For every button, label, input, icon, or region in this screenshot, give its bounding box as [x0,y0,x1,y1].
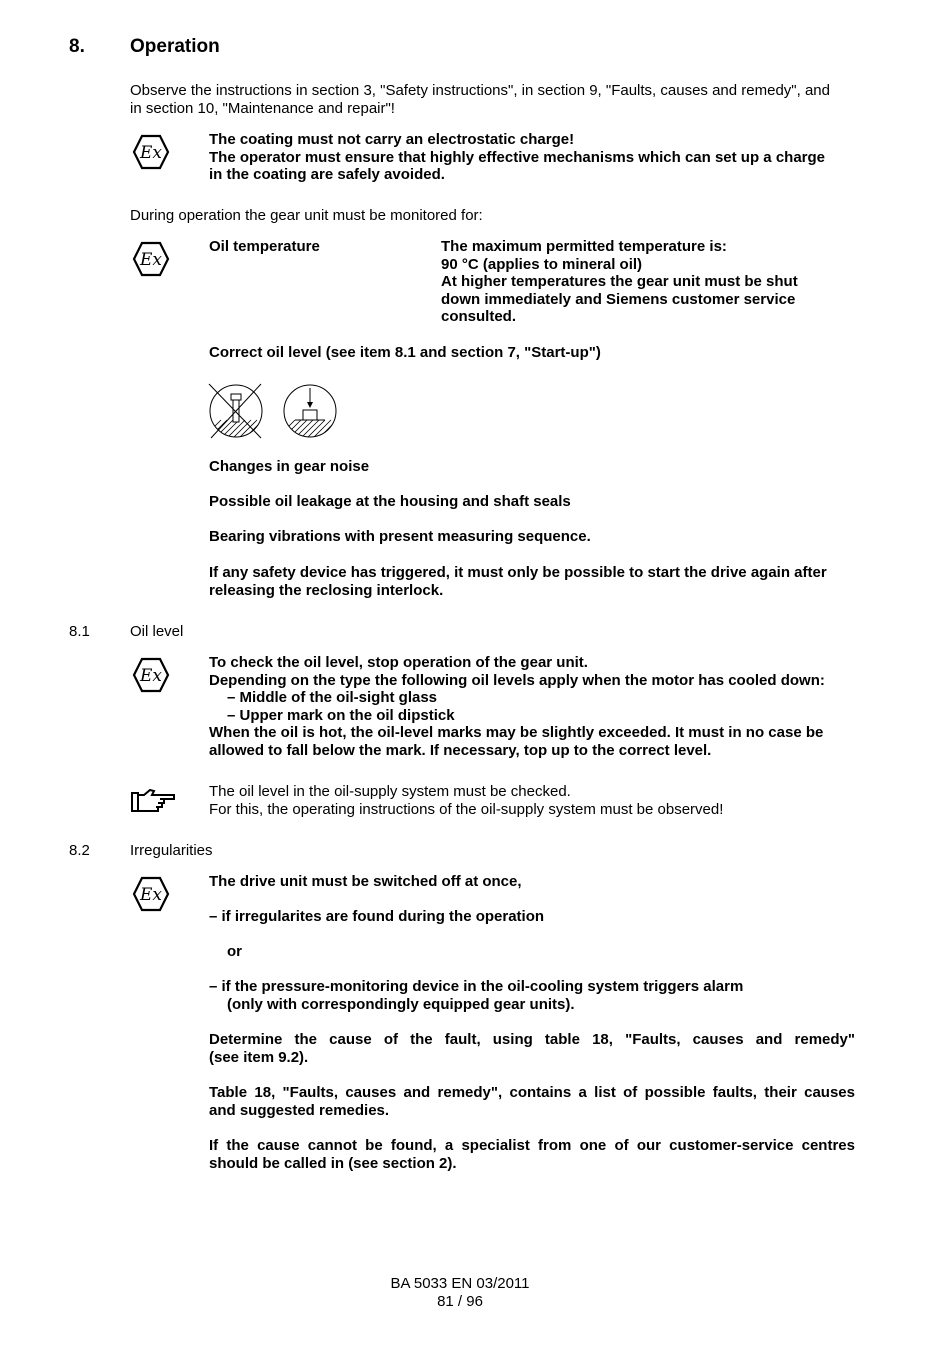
or-text: or [227,943,242,960]
text-line: should be called in (see section 2). [209,1154,457,1172]
subsection-title: Oil level [130,623,184,640]
text-line: down immediately and Siemens customer service [441,290,796,308]
warning-line: in the coating are safely avoided. [209,166,445,184]
text-line: (see item 9.2). [209,1048,309,1066]
text-line: 90 °C (applies to mineral oil) [441,255,643,273]
section-title: Operation [130,36,220,57]
specialist-paragraph [209,1137,855,1172]
text-line: – if the pressure-monitoring device in the oil-cooling system triggers alarm [209,978,744,995]
switch-off-text: The drive unit must be switched off at once, [209,873,522,890]
oil-leakage-item: Possible oil leakage at the housing and shaft seals [209,493,571,510]
subsection-number: 8.1 [69,623,90,640]
ex-explosion-protection-icon [132,134,170,170]
oil-level-item: Correct oil level (see item 8.1 and section 7, "Start-up") [209,344,601,361]
svg-text:Ex: Ex [140,885,162,905]
oil-supply-note [209,783,859,818]
monitor-intro: During operation the gear unit must be monitored for: [130,207,483,224]
determine-cause-paragraph [209,1031,855,1066]
warning-line: The operator must ensure that highly effective mechanisms which can set up a charge [209,148,826,166]
text-line: If the cause cannot be found, a specialist from one of our customer-service centres [209,1137,855,1154]
text-line: releasing the reclosing interlock. [209,581,444,599]
pointing-hand-note-icon [130,787,178,815]
text-line: When the oil is hot, the oil-level marks may be slightly exceeded. It must in no case be [209,724,824,742]
page-number: 81 / 96 [437,1293,483,1310]
text-line: If any safety device has triggered, it must only be possible to start the drive again after [209,564,827,581]
text-line: allowed to fall below the mark. If necessary, top up to the correct level. [209,741,712,759]
bullet-irregularities: – if irregularites are found during the operation [209,908,545,925]
dipstick-not-allowed-icon [207,380,265,440]
text-line: To check the oil level, stop operation of the gear unit. [209,654,588,671]
oil-temperature-text [441,238,861,326]
safety-device-item [209,564,855,599]
oil-sight-glass-icon [281,380,339,440]
subsection-number: 8.2 [69,842,90,859]
text-line: For this, the operating instructions of the oil-supply system must be observed! [209,800,724,818]
svg-text:Ex: Ex [140,250,162,270]
intro-line: Observe the instructions in section 3, "Safety instructions", in section 9, "Faults, causes and remedy", and [130,82,830,99]
list-item: – Middle of the oil-sight glass [227,689,438,707]
svg-text:Ex: Ex [140,143,162,163]
ex-explosion-protection-icon [132,241,170,277]
list-item: – Upper mark on the oil dipstick [227,706,455,724]
text-line: Depending on the type the following oil levels apply when the motor has cooled down: [209,671,825,689]
ex-explosion-protection-icon [132,876,170,912]
ex-explosion-protection-icon [132,657,170,693]
oil-temperature-label: Oil temperature [209,238,320,255]
text-line: consulted. [441,308,517,326]
text-line: The oil level in the oil-supply system must be checked. [209,783,571,800]
text-line: Table 18, "Faults, causes and remedy", contains a list of possible faults, their causes [209,1084,855,1101]
intro-line: in section 10, "Maintenance and repair"! [130,99,395,117]
text-line: (only with correspondingly equipped gear units). [227,995,575,1013]
svg-text:Ex: Ex [140,666,162,686]
oil-level-warning [209,654,855,760]
text-line: Determine the cause of the fault, using table 18, "Faults, causes and remedy" [209,1031,855,1048]
section-number: 8. [69,36,85,57]
text-line: The maximum permitted temperature is: [441,238,727,255]
intro-paragraph [130,82,860,117]
bearing-vibrations-item: Bearing vibrations with present measuring sequence. [209,528,591,545]
warning-line: The coating must not carry an electrostatic charge! [209,131,575,148]
bullet-pressure-alarm [209,978,855,1013]
table-18-paragraph [209,1084,855,1119]
subsection-title: Irregularities [130,842,213,859]
text-line: At higher temperatures the gear unit must be shut [441,273,798,291]
gear-noise-item: Changes in gear noise [209,458,370,475]
text-line: and suggested remedies. [209,1101,390,1119]
document-reference: BA 5033 EN 03/2011 [390,1275,530,1292]
coating-warning [209,131,855,184]
